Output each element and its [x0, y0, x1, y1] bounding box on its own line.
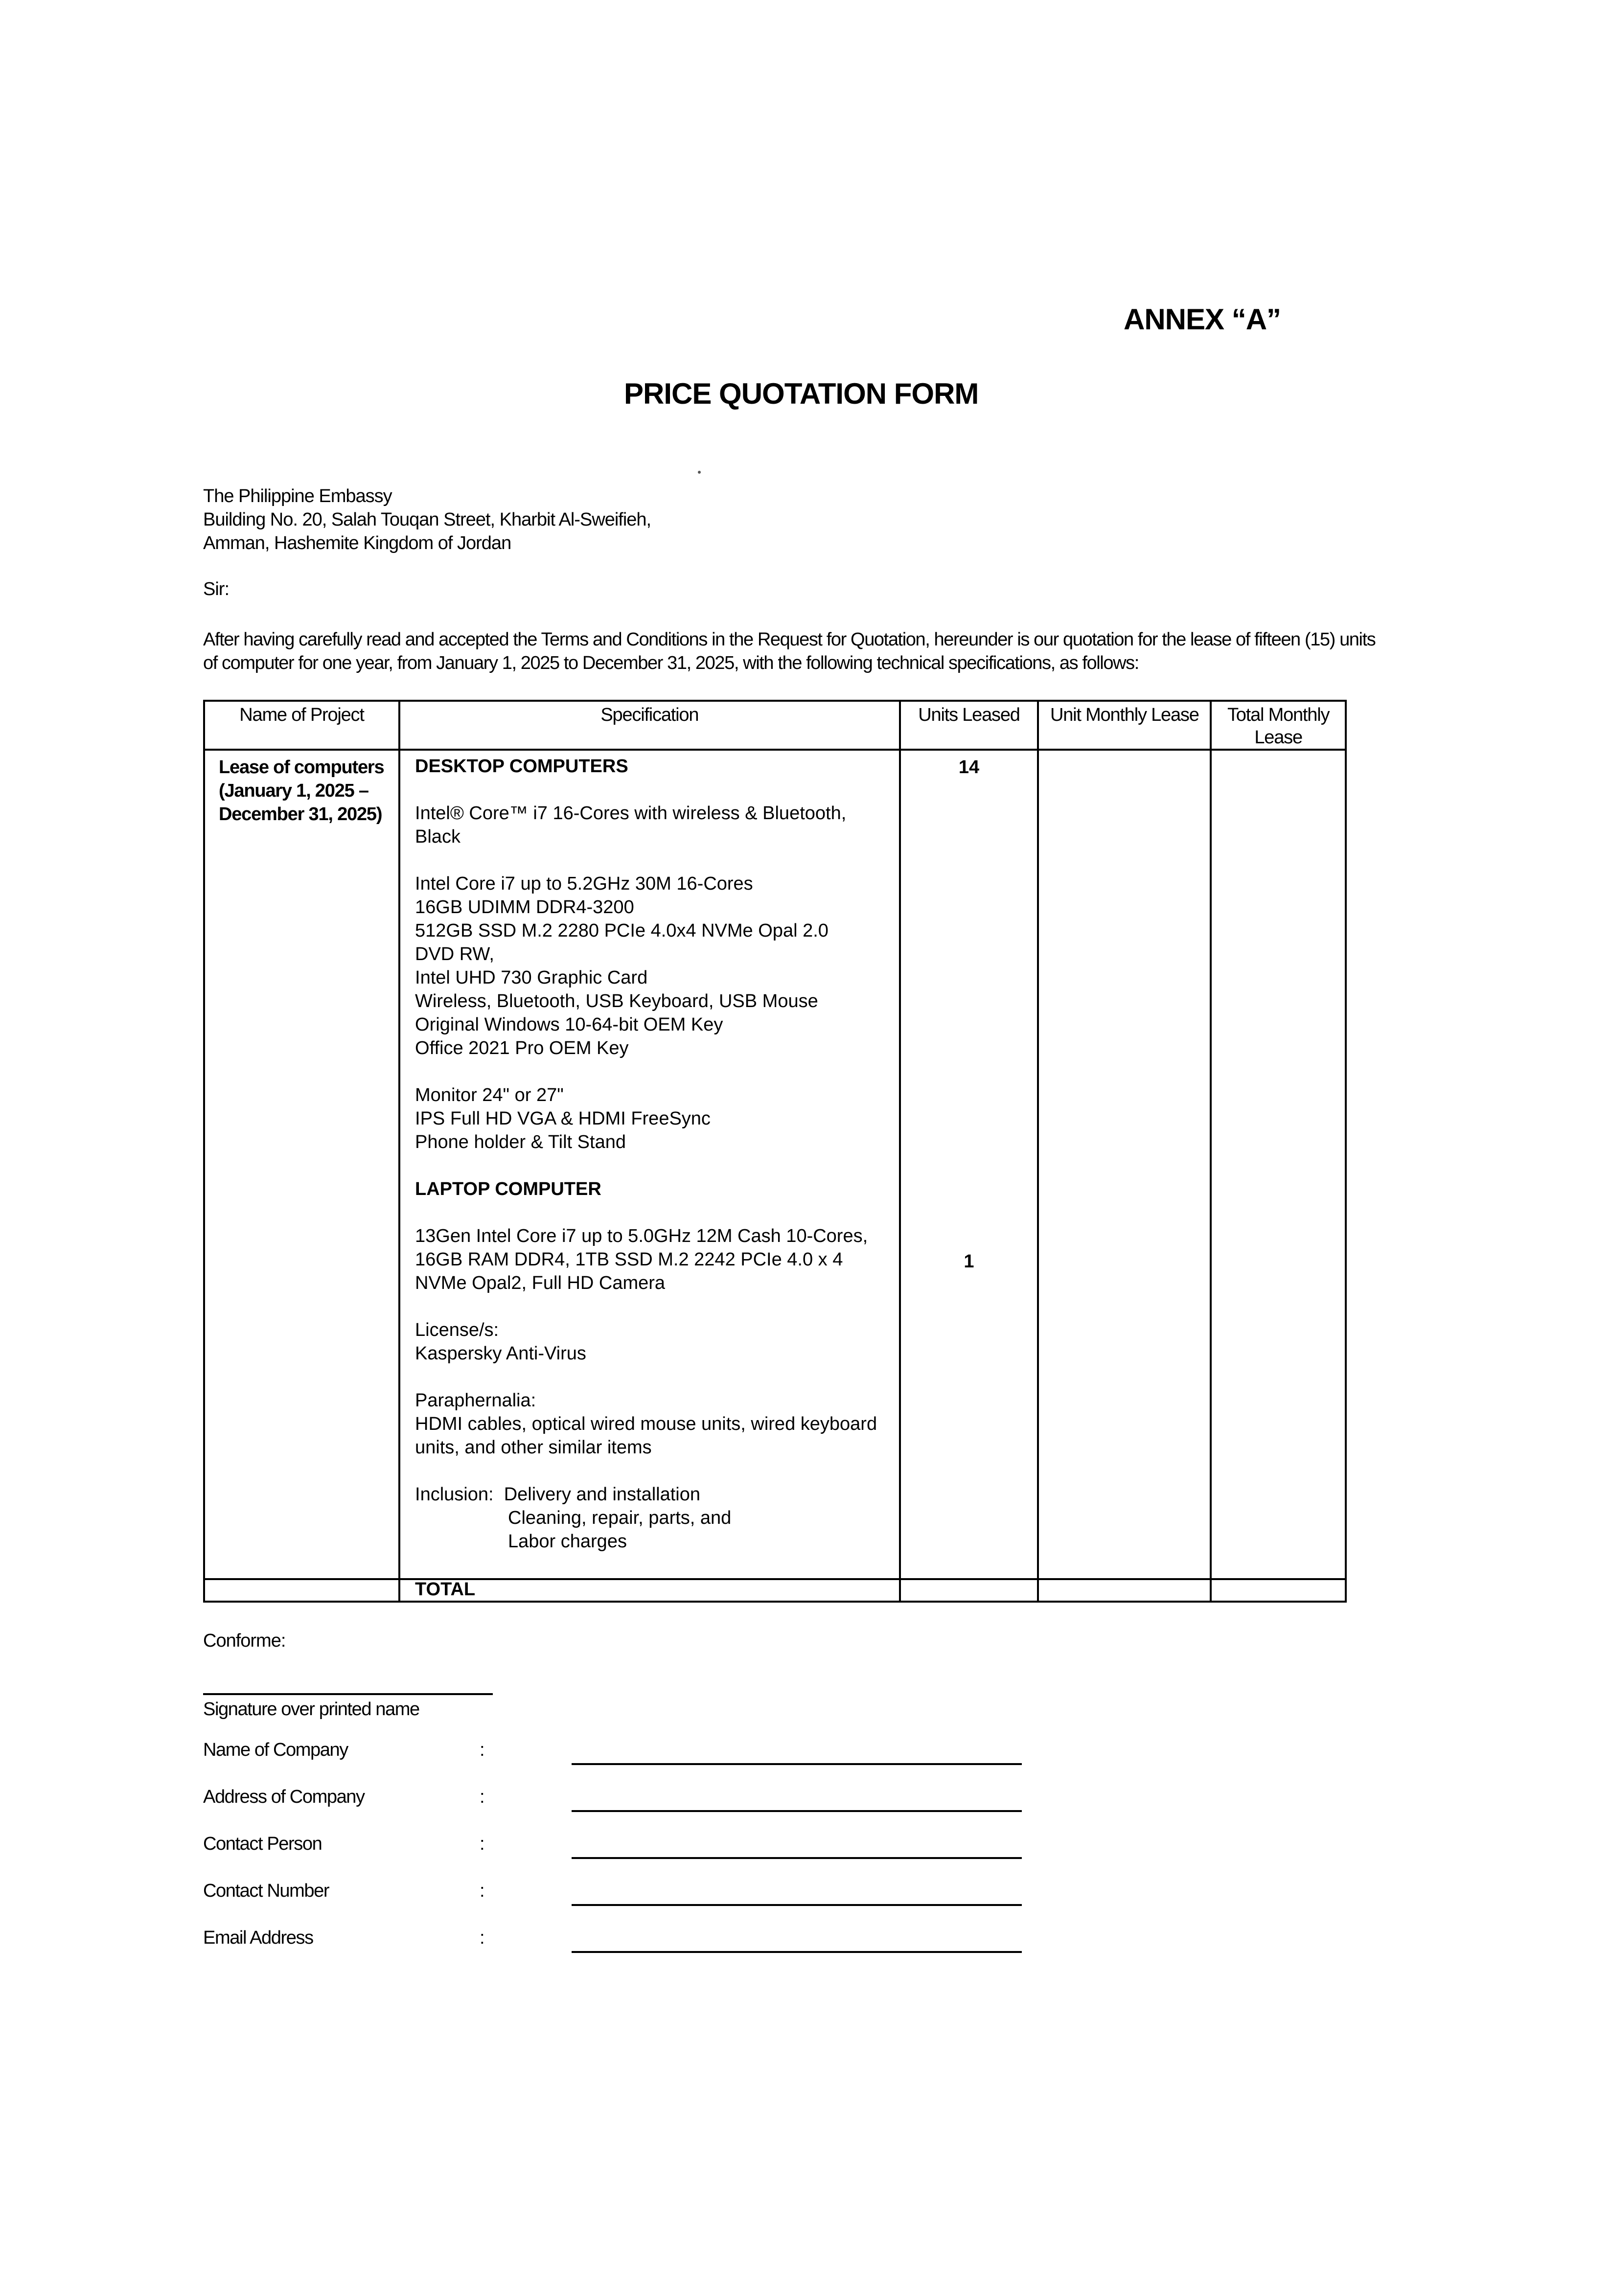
- project-name-cell: Lease of computers (January 1, 2025 – December 31, 2025): [204, 750, 399, 1579]
- signature-line[interactable]: [203, 1693, 493, 1695]
- total-row: [204, 1579, 1346, 1602]
- company-name-line[interactable]: [572, 1763, 1022, 1765]
- field-label-contact-person: Contact Person: [203, 1834, 322, 1854]
- laptop-heading: LAPTOP COMPUTER: [415, 1179, 601, 1199]
- addressee-line-2: Building No. 20, Salah Touqan Street, Kharbit Al-Sweifieh,: [203, 509, 651, 530]
- inclusion-item-3: Labor charges: [508, 1531, 627, 1552]
- table-row: [204, 750, 1346, 1579]
- desktop-spec-5: Intel UHD 730 Graphic Card: [415, 967, 648, 988]
- total-units-cell: [900, 1579, 1038, 1602]
- desktop-spec-3: 512GB SSD M.2 2280 PCIe 4.0x4 NVMe Opal 2.0: [415, 920, 829, 941]
- field-colon: :: [480, 1740, 485, 1760]
- total-monthly-lease-cell: [1211, 750, 1346, 1579]
- header-total-monthly-lease: Total Monthly Lease: [1211, 701, 1346, 750]
- addressee-line-3: Amman, Hashemite Kingdom of Jordan: [203, 533, 511, 553]
- header-project: Name of Project: [204, 701, 399, 750]
- header-units-leased: Units Leased: [900, 701, 1038, 750]
- field-label-contact-number: Contact Number: [203, 1881, 329, 1901]
- stray-dot: [698, 471, 701, 474]
- salutation: Sir:: [203, 579, 229, 599]
- total-label: TOTAL: [399, 1579, 900, 1602]
- laptop-spec: 13Gen Intel Core i7 up to 5.0GHz 12M Cash 10-Cores, 16GB RAM DDR4, 1TB SSD M.2 2242 PCIe 4.0 x 4 NVMe Opal2, Full HD Camera: [415, 1226, 868, 1293]
- desktop-heading: DESKTOP COMPUTERS: [415, 756, 628, 777]
- monitor-line-3: Phone holder & Tilt Stand: [415, 1132, 626, 1152]
- total-row-blank: [204, 1579, 399, 1602]
- desktop-spec-6: Wireless, Bluetooth, USB Keyboard, USB Mouse: [415, 991, 818, 1011]
- laptop-units: 1: [964, 1251, 974, 1272]
- company-address-line[interactable]: [572, 1810, 1022, 1812]
- header-specification: Specification: [399, 701, 900, 750]
- table-header-row: [204, 701, 1346, 750]
- unit-monthly-lease-cell: [1038, 750, 1211, 1579]
- field-colon: :: [480, 1787, 485, 1807]
- signature-label: Signature over printed name: [203, 1699, 419, 1720]
- license-value: Kaspersky Anti-Virus: [415, 1343, 586, 1364]
- inclusion-line-1: [415, 1483, 891, 1506]
- total-unit-lease-cell: [1038, 1579, 1211, 1602]
- field-colon: :: [480, 1928, 485, 1948]
- desktop-spec-4: DVD RW,: [415, 944, 494, 964]
- specification-cell: [399, 750, 900, 1579]
- addressee-block: [203, 484, 651, 555]
- desktop-spec-7: Original Windows 10-64-bit OEM Key: [415, 1014, 723, 1035]
- total-monthly-cell: [1211, 1579, 1346, 1602]
- annex-label: ANNEX “A”: [1124, 303, 1281, 336]
- page-title: PRICE QUOTATION FORM: [624, 377, 979, 410]
- addressee-line-1: The Philippine Embassy: [203, 486, 392, 506]
- conforme-label: Conforme:: [203, 1630, 286, 1651]
- email-address-line[interactable]: [572, 1951, 1022, 1953]
- monitor-line-1: Monitor 24" or 27": [415, 1085, 564, 1105]
- field-colon: :: [480, 1881, 485, 1901]
- field-label-company-address: Address of Company: [203, 1787, 365, 1807]
- license-label: License/s:: [415, 1320, 499, 1340]
- field-label-company-name: Name of Company: [203, 1740, 348, 1760]
- field-label-email-address: Email Address: [203, 1928, 313, 1948]
- desktop-spec-2: 16GB UDIMM DDR4-3200: [415, 897, 634, 918]
- intro-paragraph: After having carefully read and accepted the Terms and Conditions in the Request for Quotation, hereunder is our quotation for the lease of fifteen (15) units of computer for one year, from January 1, 2025 to December 31, 2025, with the following technical specifications, as follows:: [203, 629, 1376, 673]
- contact-person-line[interactable]: [572, 1857, 1022, 1859]
- header-unit-monthly-lease: Unit Monthly Lease: [1038, 701, 1211, 750]
- units-leased-cell: [900, 750, 1038, 1579]
- field-colon: :: [480, 1834, 485, 1854]
- desktop-line-1: Intel® Core™ i7 16-Cores with wireless & Bluetooth, Black: [415, 803, 847, 847]
- contact-number-line[interactable]: [572, 1904, 1022, 1906]
- paraphernalia-value: HDMI cables, optical wired mouse units, wired keyboard units, and other similar items: [415, 1414, 877, 1458]
- desktop-units: 14: [958, 757, 980, 778]
- inclusion-item-1: Delivery and installation: [504, 1484, 701, 1505]
- inclusion-item-2: Cleaning, repair, parts, and: [508, 1508, 732, 1528]
- paraphernalia-label: Paraphernalia:: [415, 1390, 536, 1411]
- desktop-spec-1: Intel Core i7 up to 5.2GHz 30M 16-Cores: [415, 873, 753, 894]
- desktop-spec-8: Office 2021 Pro OEM Key: [415, 1038, 629, 1058]
- monitor-line-2: IPS Full HD VGA & HDMI FreeSync: [415, 1108, 711, 1129]
- inclusion-label: Inclusion:: [415, 1484, 494, 1505]
- quotation-table: [203, 700, 1347, 1603]
